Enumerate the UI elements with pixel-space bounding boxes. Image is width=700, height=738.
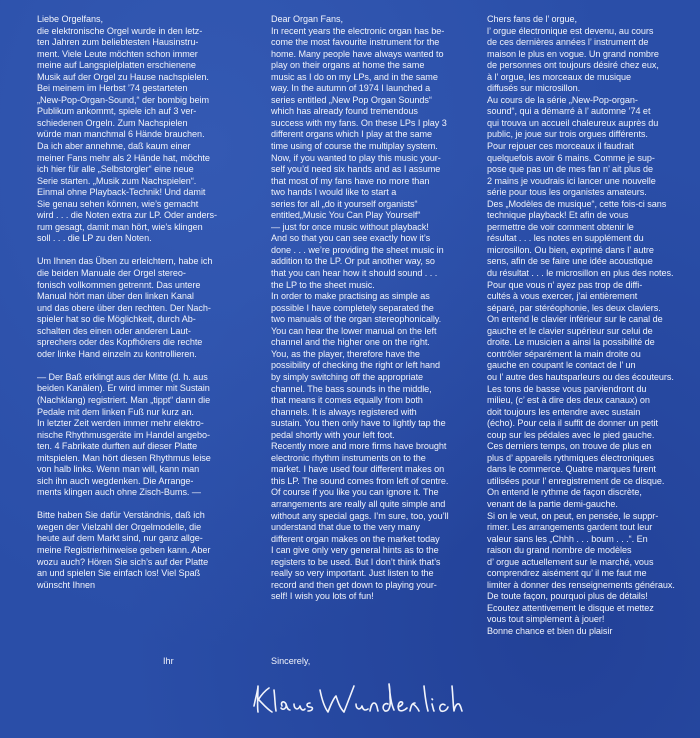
german-paragraph-2: Um Ihnen das Üben zu erleichtern, habe ich die beiden Manuale der Orgel stereo- fonisch vollkommen getrennt. Das untere Manual hört man über den linken Kanal und das obere über den rechten. Der Nach- spieler hat so die Möglichkeit, durch Ab- schalten des einen oder anderen Laut- sprechers oder des Kopfhörers die rechte oder linke Hand einzeln zu kontrollieren. — [37, 256, 213, 359]
english-column — [271, 14, 483, 603]
german-column — [37, 14, 255, 591]
german-paragraph-4: Bitte haben Sie dafür Verständnis, daß ich wegen der Vielzahl der Orgelmodelle, die heute auf dem Markt sind, nur ganz allge- meine Registrierhinweise geben kann. Aber wozu auch? Hören Sie sich’s auf der Platte an und spielen Sie einfach los! Viel Spaß wünscht Ihnen — [37, 510, 211, 590]
german-paragraph-1: Liebe Orgelfans, die elektronische Orgel wurde in den letz- ten Jahren zum beliebtesten Hausinstru- ment. Viele Leute möchten schon immer meine auf Langspielplatten erschienene Musik auf der Orgel zu Hause nachspielen. Bei meinem im Herbst ’74 gestarteten „New-Pop-Organ-Sound,“ der bombig beim Publikum ankommt, spiele ich auf 3 ver- schiedenen Orgeln. Zum Nachspielen würde man manchmal 6 Hände brauchen. Da ich aber annehme, daß kaum einer meiner Fans mehr als 2 Hände hat, möchte ich hier für alle „Selbstorgler“ eine neue Serie starten. „Musik zum Nachspielen“. Einmal ohne Playback-Technik! Und damit Sie genau sehen können, wie’s gemacht wird . . . die Noten extra zur LP. Oder anders- rum gesagt, damit man hört, wie’s klingen soll . . . die LP zu den Noten. — [37, 14, 217, 244]
german-paragraph-3: — Der Baß erklingt aus der Mitte (d. h. aus beiden Kanälen). Er wird immer mit Sustain (Nachklang) registriert. Man „tippt“ dann die Pedale mit dem linken Fuß nur kurz an. In letzter Zeit werden immer mehr elektro- nische Rhythmusgeräte im Handel angebo- ten. 4 Fabrikate durften auf dieser Platte mitspielen. Man hört diesen Rhythmus leise von halb links. Wenn man will, kann man sich ihn auch wegdenken. Die Arrange- ments klingen auch ohne Zisch-Bums. — — [37, 371, 211, 498]
french-paragraph-1: Chers fans de l’ orgue, l’ orgue électronique est devenu, au cours de ces dernières années l’ instrument de maison le plus en vogue. Un grand nombre de personnes ont toujours désiré chez eux, à l’ orgue, les morceaux de musique diffusés sur microsillon. Au cours de la série „New-Pop-organ- sound“, qui a démarré à l’ automne ’74 et qui trouva un accueil chaleureux auprès du public, je joue sur trois orgues différents. Pour rejouer ces morceaux il faudrait quelquefois avoir 6 mains. Comme je sup- pose que pas un de mes fan n’ ait plus de 2 mains je voudrais ici lancer une nouvelle série pour tous les organistes amateurs. Des „Modèles de musique“, cette fois-ci sans technique playback! Et afin de vous permettre de voir comment obtenir le résultat . . . les notes en supplément du microsillon. Ou bien, exprimé dans l’ autre sens, afin de se faire une idée acoustique du résultat . . . le microsillon en plus des notes. Pour que vous n’ ayez pas trop de diffi- cultés à vous exercer, j’ai entièrement séparé, par stéréophonie, les deux claviers. On entend le clavier inférieur sur le canal de gauche et le clavier supérieur sur celui de droite. Le musicien a ainsi la possibilité de contrôler séparément la main droite ou gauche en coupant le contact de l’ un ou l’ autre des hautsparleurs ou des écouteurs. Les tons de basse vous parviendront du milieu, (c’ est à dire des deux canaux) on doit toujours les entendre avec sustain (écho). Pour cela il suffit de donner un petit coup sur les pédales avec le pied gauche. Ces derniers temps, on trouve de plus en plus d’ appareils rythmiques électroniques dans le commerce. Quatre marques furent utilisées pour l’ enregistrement de ce disque. On entend le rythme de façon discrète, venant de la partie demi-gauche. Si on le veut, on peut, en pensée, le suppr- rimer. Les arrangements gardent tout leur valeur sans les „Chhh . . . boum . . .“. En raison du grand nombre de modèles d’ orgue actuellement sur le marché, vous comprendrez aisément qu’ il me faut me limiter à donner des renseignements généraux. De toute façon, pourquoi plus de détails! Ecoutez attentivement le disque et mettez vous tout simplement à jouer! Bonne chance et bien du plaisir — [487, 14, 675, 636]
signature — [248, 676, 468, 720]
english-closing: Sincerely, — [271, 656, 311, 666]
german-closing: Ihr — [163, 656, 174, 666]
english-paragraph-1: Dear Organ Fans, In recent years the electronic organ has be- come the most favourite instrument for the home. Many people have always wanted to play on their organs at home the same music as I do on my LPs, and in the same way. In the autumn of 1974 I launched a series entitled „New Pop Organ Sounds“ which has already found tremendous success with my fans. On these LPs I play 3 different organs which I play at the same time using of course the multiplay system. Now, if you wanted to play this music your- self you’d need six hands and as I assume that most of my fans have no more than two hands I would like to start a series for all „do it yourself organists“ entitled„Music You Can Play Yourself“ — just for once music without playback! And so that you can see exactly how it’s done . . . we’re providing the sheet music in addition to the LP. Or put another way, so that you can hear how it should sound . . . the LP to the sheet music. In order to make practising as simple as possible I have completely separated the two manuals of the organ stereophonically. You can hear the lower manual on the left channel and the higher one on the right. You, as the player, therefore have the possibility of checking the right or left hand by simply switching off the appropriate channel. The bass sounds in the middle, that means it comes equally from both channels. It is always registered with sustain. You then only have to lightly tap the pedal shortly with your left foot. Recently more and more firms have brought electronic rhythm instruments on to the market. I have used four different makes on this LP. The sound comes from left of centre. Of course if you like you can ignore it. The arrangements are really all quite simple and without any special gags. I’m sure, too, you’ll understand that due to the very many different organ makes on the market today I can give only very general hints as to the registers to be used. But I don’t think that’s really so very important. Just listen to the record and then get down to playing your- self! I wish you lots of fun! — [271, 14, 449, 602]
french-column — [487, 14, 692, 638]
